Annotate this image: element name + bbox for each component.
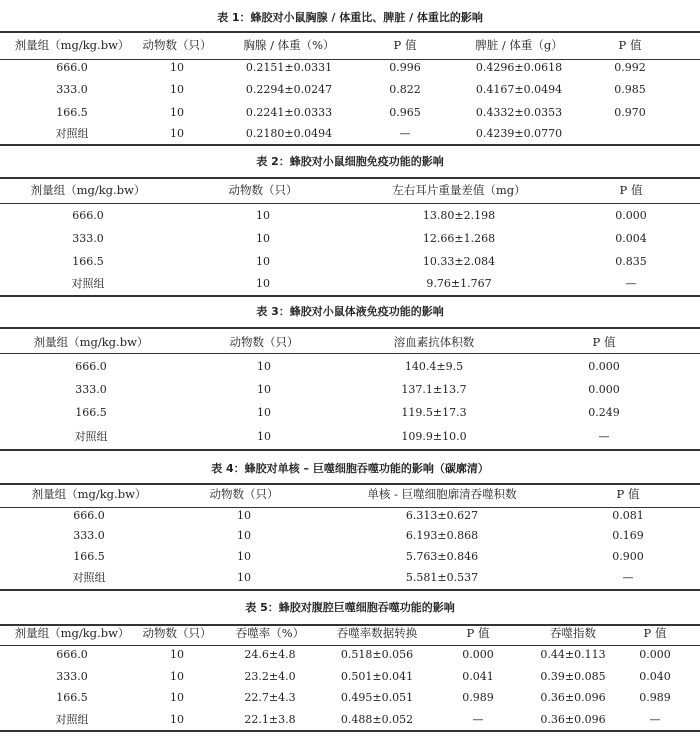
table-cell: 166.5 <box>72 255 104 268</box>
table-cell: 10 <box>170 83 184 96</box>
table-cell: 10 <box>256 232 270 245</box>
table-cell: 12.66±1.268 <box>422 232 496 245</box>
table-cell: 0.495±0.051 <box>340 691 414 704</box>
column-header: 脾脏 / 体重（g） <box>475 38 563 52</box>
table-cell: 10 <box>257 383 271 396</box>
table-cell: 10 <box>256 255 270 268</box>
table-bottom-rule <box>0 589 700 591</box>
table-cell: 0.169 <box>612 529 644 542</box>
table-cell: 333.0 <box>75 383 107 396</box>
table-cell: 0.4296±0.0618 <box>475 61 563 74</box>
table-header-rule <box>0 59 700 60</box>
table-cell: 0.44±0.113 <box>540 648 606 661</box>
table-cell: — <box>649 713 661 726</box>
table-cell: 0.2294±0.0247 <box>245 83 333 96</box>
column-header: 胸腺 / 体重（%） <box>243 38 335 52</box>
table-cell: 166.5 <box>75 406 107 419</box>
table-cell: 10 <box>170 61 184 74</box>
table-cell: 0.4239±0.0770 <box>475 127 563 140</box>
column-header: 动物数（只） <box>209 487 279 501</box>
table-cell: 666.0 <box>75 360 107 373</box>
table-header-rule <box>0 353 700 354</box>
column-header: 吞噬率（%） <box>235 626 305 640</box>
table-cell: 6.193±0.868 <box>405 529 479 542</box>
column-header: P 值 <box>619 183 643 197</box>
table-header-rule <box>0 645 700 646</box>
table-cell: 333.0 <box>56 83 88 96</box>
column-header: 动物数（只） <box>228 183 298 197</box>
column-header: 剂量组（mg/kg.bw） <box>33 335 149 349</box>
table-cell: 10 <box>237 509 251 522</box>
table-cell: 24.6±4.8 <box>244 648 296 661</box>
column-header: P 值 <box>592 335 616 349</box>
column-header: P 值 <box>466 626 490 640</box>
table-cell: — <box>598 430 610 443</box>
table-cell: 13.80±2.198 <box>422 209 496 222</box>
column-header: 溶血素抗体积数 <box>393 335 475 349</box>
table-cell: — <box>472 713 484 726</box>
table-cell: 666.0 <box>56 648 88 661</box>
table-cell: 10 <box>237 550 251 563</box>
table-cell: 0.501±0.041 <box>340 670 414 683</box>
table-cell: 10 <box>257 430 271 443</box>
table-cell: 0.989 <box>639 691 671 704</box>
table-cell: 对照组 <box>74 430 108 443</box>
column-header: 左右耳片重量差值（mg） <box>392 183 526 197</box>
table-cell: 10 <box>257 360 271 373</box>
table-cell: 333.0 <box>56 670 88 683</box>
table-bottom-rule <box>0 730 700 732</box>
table-cell: 0.488±0.052 <box>340 713 414 726</box>
table-cell: 166.5 <box>56 106 88 119</box>
table-top-rule <box>0 31 700 33</box>
table-cell: 333.0 <box>73 529 105 542</box>
column-header: P 值 <box>618 38 642 52</box>
table-cell: 0.081 <box>612 509 644 522</box>
table-cell: 5.763±0.846 <box>405 550 479 563</box>
table-cell: — <box>622 571 634 584</box>
column-header: 动物数（只） <box>229 335 299 349</box>
column-header: 剂量组（mg/kg.bw） <box>31 487 147 501</box>
table-cell: 0.249 <box>588 406 620 419</box>
table-cell: 0.518±0.056 <box>340 648 414 661</box>
table-cell: 137.1±13.7 <box>401 383 467 396</box>
table-cell: 0.992 <box>614 61 646 74</box>
table-cell: 0.4332±0.0353 <box>475 106 563 119</box>
table-cell: 10 <box>237 571 251 584</box>
table-cell: 0.996 <box>389 61 421 74</box>
table-cell: 0.985 <box>614 83 646 96</box>
table-cell: 0.822 <box>389 83 421 96</box>
table-title: 表 1：蜂胶对小鼠胸腺 / 体重比、脾脏 / 体重比的影响 <box>217 11 483 24</box>
table-cell: 9.76±1.767 <box>426 277 492 290</box>
table-bottom-rule <box>0 295 700 297</box>
table-header-rule <box>0 203 700 204</box>
table-cell: 0.000 <box>462 648 494 661</box>
table-cell: — <box>625 277 637 290</box>
table-cell: 10 <box>237 529 251 542</box>
table-cell: 10 <box>256 209 270 222</box>
table-cell: 10 <box>170 648 184 661</box>
table-cell: 333.0 <box>72 232 104 245</box>
table-cell: 10 <box>170 713 184 726</box>
table-top-rule <box>0 177 700 179</box>
column-header: 剂量组（mg/kg.bw） <box>14 626 130 640</box>
column-header: 吞噬率数据转换 <box>336 626 418 640</box>
column-header: 吞噬指数 <box>550 626 596 640</box>
table-cell: 10 <box>170 106 184 119</box>
table-cell: 10 <box>170 670 184 683</box>
table-cell: 对照组 <box>71 277 105 290</box>
column-header: P 值 <box>643 626 667 640</box>
table-cell: 166.5 <box>73 550 105 563</box>
table-cell: 0.970 <box>614 106 646 119</box>
table-cell: 119.5±17.3 <box>401 406 467 419</box>
table-title: 表 2：蜂胶对小鼠细胞免疫功能的影响 <box>256 155 444 168</box>
table-cell: 666.0 <box>72 209 104 222</box>
table-cell: 0.2151±0.0331 <box>245 61 333 74</box>
table-cell: 10 <box>170 127 184 140</box>
table-cell: 0.040 <box>639 670 671 683</box>
table-bottom-rule <box>0 144 700 146</box>
table-cell: 23.2±4.0 <box>244 670 296 683</box>
table-cell: 对照组 <box>72 571 106 584</box>
table-cell: 0.000 <box>588 360 620 373</box>
table-cell: 166.5 <box>56 691 88 704</box>
table-cell: 5.581±0.537 <box>405 571 479 584</box>
table-cell: 0.2241±0.0333 <box>245 106 333 119</box>
table-cell: 0.965 <box>389 106 421 119</box>
column-header: 动物数（只） <box>142 38 212 52</box>
table-title: 表 4：蜂胶对单核 – 巨噬细胞吞噬功能的影响（碳廓清） <box>211 462 489 475</box>
table-cell: 0.900 <box>612 550 644 563</box>
table-cell: — <box>399 127 411 140</box>
table-cell: 0.36±0.096 <box>540 691 606 704</box>
table-cell: 10 <box>257 406 271 419</box>
table-cell: 0.000 <box>639 648 671 661</box>
table-bottom-rule <box>0 449 700 451</box>
table-cell: 10 <box>170 691 184 704</box>
table-cell: 0.4167±0.0494 <box>475 83 563 96</box>
table-cell: 0.2180±0.0494 <box>245 127 333 140</box>
table-cell: 0.989 <box>462 691 494 704</box>
table-header-rule <box>0 507 700 508</box>
table-cell: 10.33±2.084 <box>422 255 496 268</box>
table-cell: 0.000 <box>615 209 647 222</box>
column-header: P 值 <box>616 487 640 501</box>
column-header: 动物数（只） <box>142 626 212 640</box>
table-cell: 0.39±0.085 <box>540 670 606 683</box>
table-title: 表 3：蜂胶对小鼠体液免疫功能的影响 <box>256 305 444 318</box>
table-top-rule <box>0 327 700 329</box>
table-cell: 666.0 <box>73 509 105 522</box>
table-cell: 0.041 <box>462 670 494 683</box>
column-header: P 值 <box>393 38 417 52</box>
column-header: 剂量组（mg/kg.bw） <box>30 183 146 197</box>
table-cell: 6.313±0.627 <box>405 509 479 522</box>
table-title: 表 5：蜂胶对腹腔巨噬细胞吞噬功能的影响 <box>245 601 455 614</box>
table-cell: 0.000 <box>588 383 620 396</box>
table-cell: 140.4±9.5 <box>404 360 464 373</box>
table-cell: 0.004 <box>615 232 647 245</box>
table-cell: 对照组 <box>55 713 89 726</box>
table-cell: 666.0 <box>56 61 88 74</box>
table-cell: 0.36±0.096 <box>540 713 606 726</box>
column-header: 剂量组（mg/kg.bw） <box>14 38 130 52</box>
column-header: 单核 - 巨噬细胞廓清吞噬积数 <box>367 487 517 501</box>
table-cell: 22.1±3.8 <box>244 713 296 726</box>
table-top-rule <box>0 483 700 485</box>
table-cell: 109.9±10.0 <box>401 430 467 443</box>
table-cell: 0.835 <box>615 255 647 268</box>
table-cell: 10 <box>256 277 270 290</box>
table-cell: 22.7±4.3 <box>244 691 296 704</box>
table-cell: 对照组 <box>55 127 89 140</box>
